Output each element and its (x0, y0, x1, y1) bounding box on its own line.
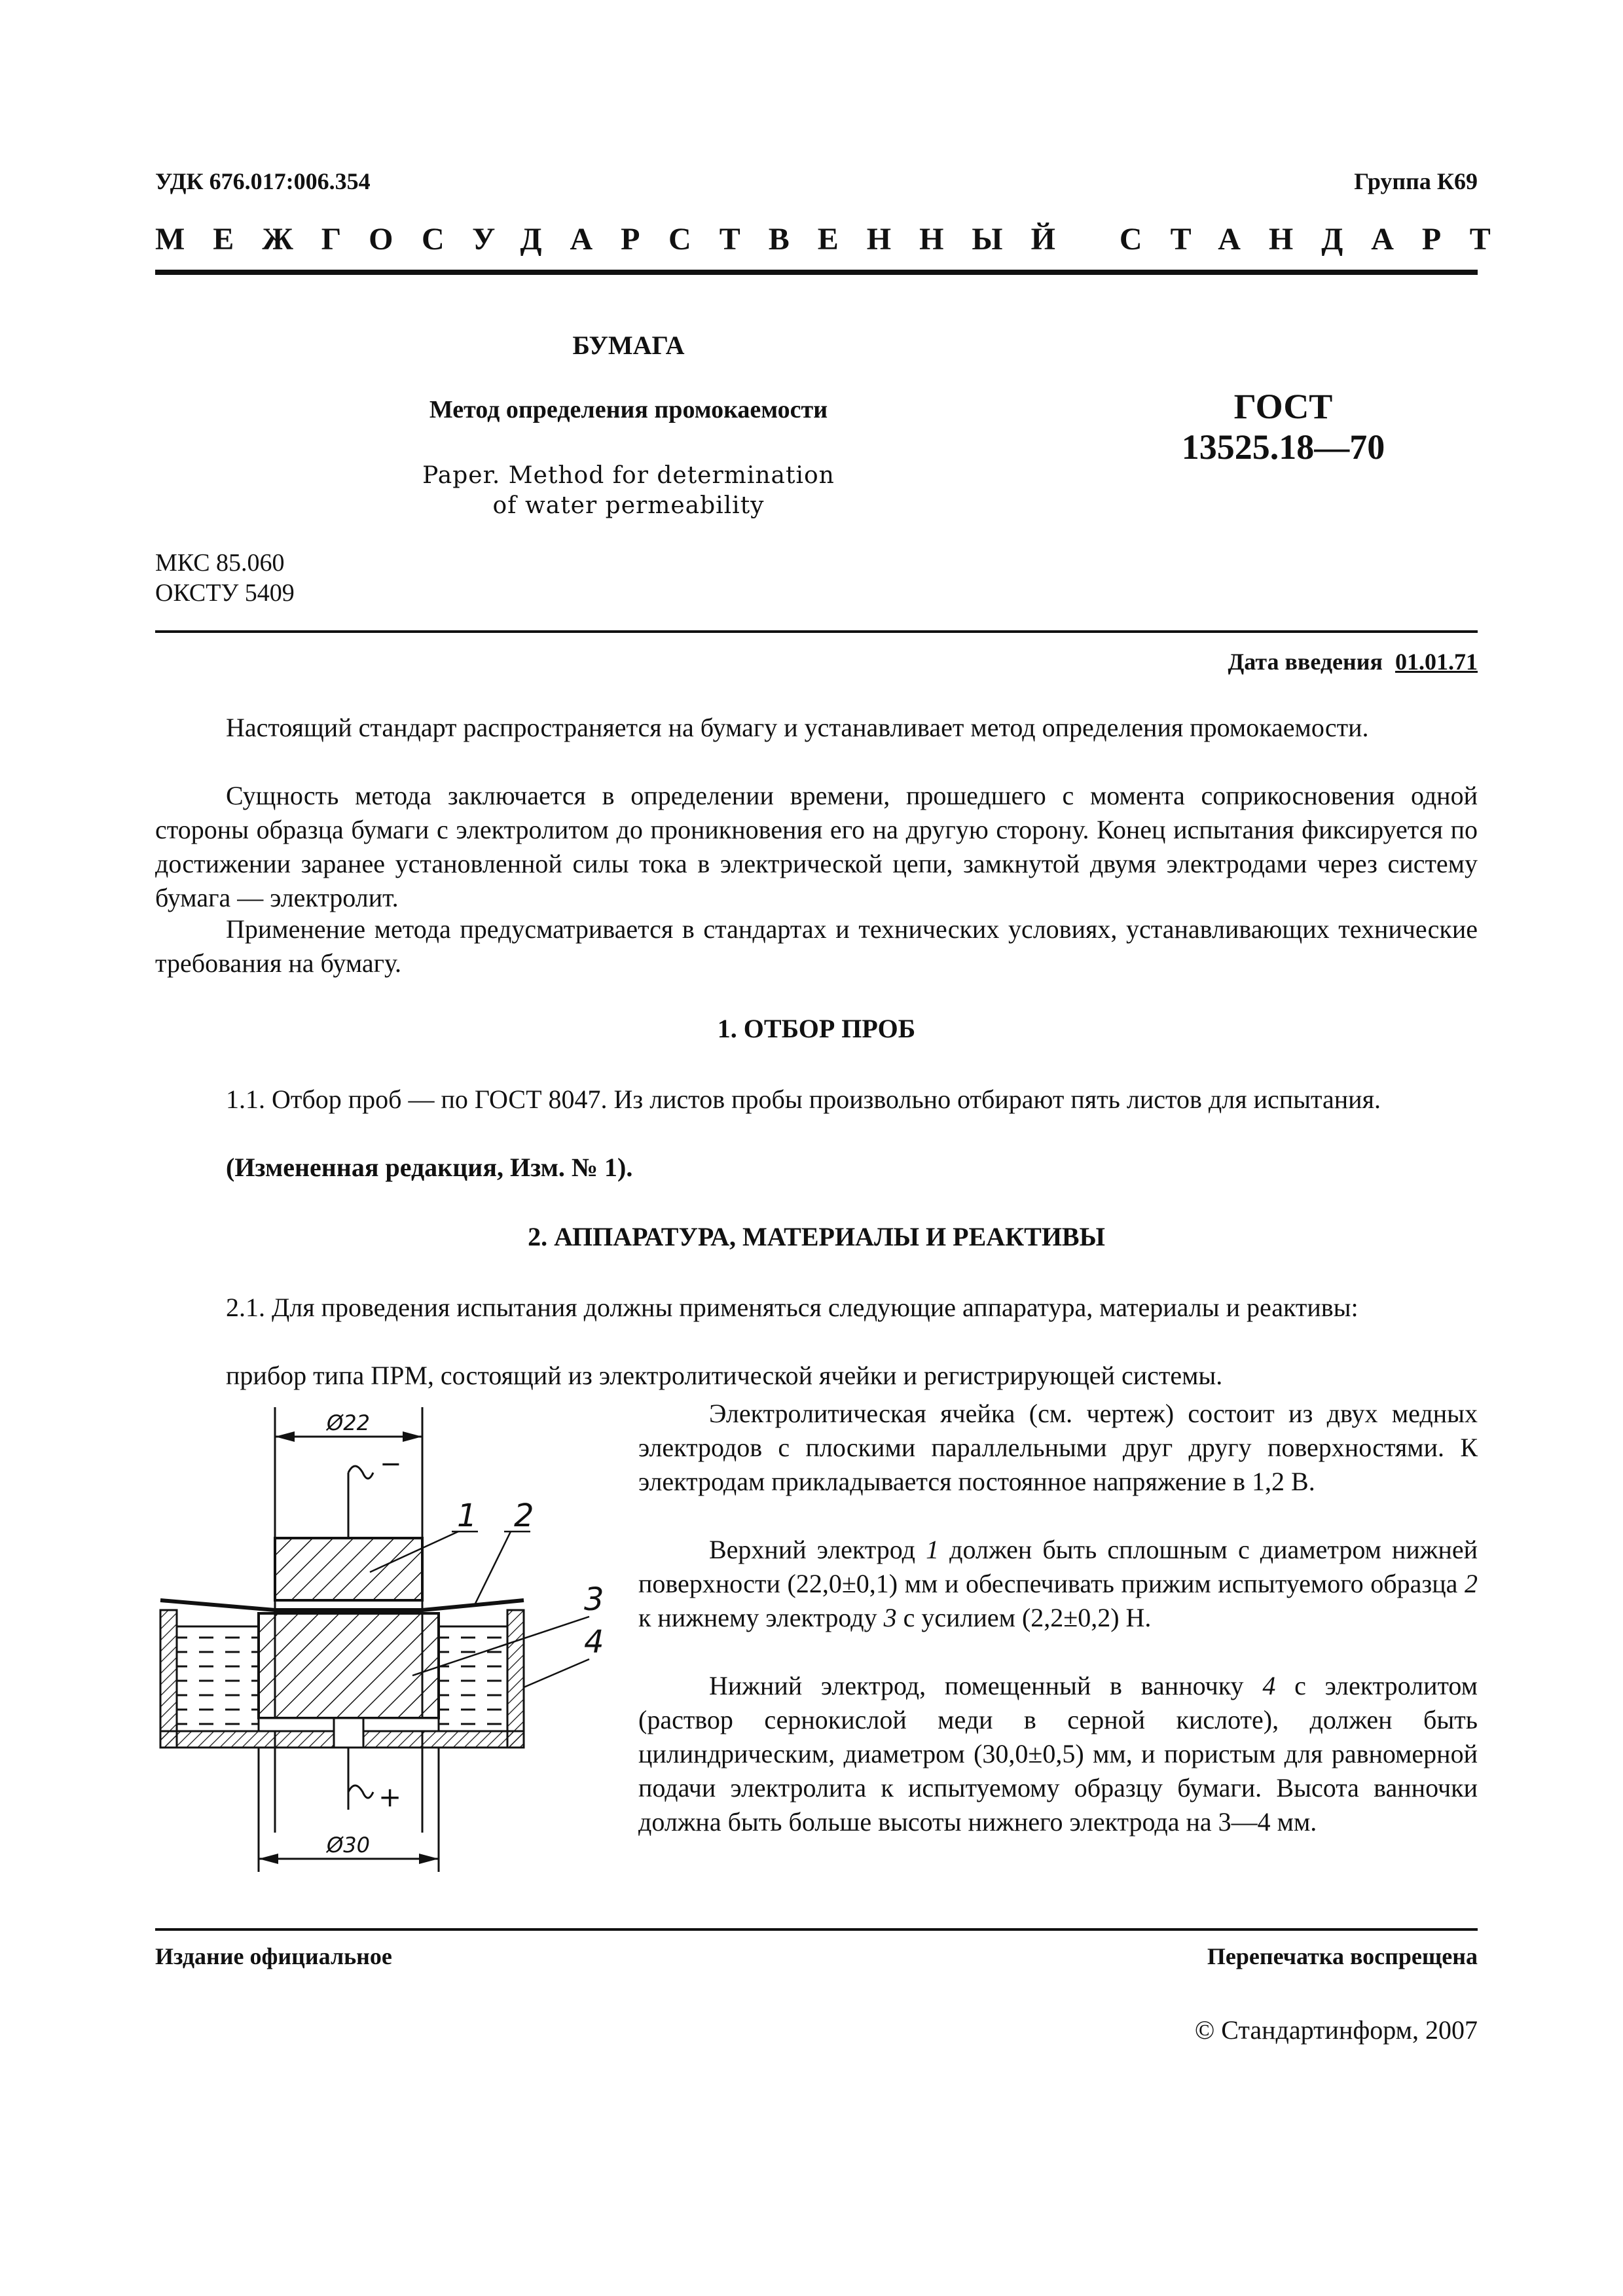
banner-title: МЕЖГОСУДАРСТВЕННЫЙ СТАНДАРТ (155, 222, 1519, 257)
p4-text-a: Верхний электрод (709, 1535, 926, 1564)
p5-ref-4: 4 (1262, 1671, 1276, 1700)
section-1-amendment-note: (Измененная редакция, Изм. № 1). (226, 1153, 633, 1182)
upper-lead (348, 1449, 402, 1538)
plus-sign: + (378, 1781, 402, 1813)
intro-paragraph-2: Сущность метода заключается в определении времени, прошедшего с момента соприкосновения одной стороны образца бумаги с электролитом до проникновения его на другую сторону. Конец испытания фиксируется по достижении заранее установленной силы тока в электрической цепи, замкнутой двумя электродами через систему бумага — электролит. (155, 781, 1478, 912)
lower-lead (348, 1748, 401, 1813)
section-1-paragraph: 1.1. Отбор проб — по ГОСТ 8047. Из листов пробы произвольно отбирают пять листов для испытания. (226, 1085, 1381, 1114)
p4-text-c: к нижнему электроду (638, 1603, 884, 1632)
footer-copyright: © Стандартинформ, 2007 (1194, 2015, 1478, 2045)
footer-reprint-prohibited: Перепечатка воспрещена (1207, 1943, 1478, 1969)
callout-2: 2 (514, 1498, 534, 1534)
lower-electrode (259, 1613, 439, 1718)
top-dimension-label: Ø22 (327, 1410, 370, 1435)
p5-text-a: Нижний электрод, помещенный в ванночку (709, 1671, 1263, 1700)
callout-1: 1 (457, 1498, 477, 1534)
document-title: БУМАГА (572, 331, 685, 360)
p4-text-d: с усилием (2,2±0,2) Н. (896, 1603, 1152, 1632)
p4-ref-1: 1 (926, 1535, 939, 1564)
callout-3: 3 (584, 1581, 604, 1618)
udk-code: УДК 676.017:006.354 (155, 168, 371, 194)
bottom-dimension-label: Ø30 (327, 1833, 370, 1857)
minus-sign: − (380, 1449, 402, 1479)
electrolytic-cell-drawing (144, 1401, 642, 1885)
mks-code: МКС 85.060 (155, 549, 285, 577)
callout-4: 4 (584, 1624, 604, 1660)
english-title-line1: Paper. Method for determination (422, 462, 835, 489)
gost-label: ГОСТ (1233, 387, 1333, 426)
p5-text-b: с электролитом (раствор сернокислой меди в серной кислоте), должен быть цилиндрическим, диаметром (30,0±0,5) мм, и пористым для равномерной подачи электролита к испытуемому образцу бумаги. Высота ванночки должна быть больше высоты нижнего электрода на 3—4 мм. (638, 1671, 1478, 1837)
group-code: Группа К69 (1354, 168, 1478, 194)
document-subtitle: Метод определения промокаемости (429, 396, 828, 423)
header-thick-rule (155, 270, 1478, 275)
intro-paragraph-3: Применение метода предусматривается в стандартах и технических условиях, устанавливающих технические требования на бумагу. (155, 914, 1478, 978)
section-2-paragraph-3: Электролитическая ячейка (см. чертеж) состоит из двух медных электродов с плоскими параллельными друг другу поверхностями. К электродам прикладывается постоянное напряжение в 1,2 В. (638, 1399, 1478, 1496)
title-block-rule (155, 630, 1478, 633)
section-2-paragraph-5 (638, 1669, 1478, 1839)
footer-rule (155, 1928, 1478, 1931)
p4-text-b: должен быть сплошным с диаметром нижней поверхности (22,0±0,1) мм и обеспечивать прижим испытуемого образца (638, 1535, 1478, 1598)
intro-date (1228, 648, 1478, 675)
section-2-title: 2. АППАРАТУРА, МАТЕРИАЛЫ И РЕАКТИВЫ (528, 1222, 1105, 1251)
section-2-paragraph-4 (638, 1533, 1478, 1635)
gost-number: 13525.18—70 (1181, 427, 1385, 467)
english-title-line2: of water permeability (492, 492, 765, 519)
section-2-paragraph-2: прибор типа ПРМ, состоящий из электролитической ячейки и регистрирующей системы. (226, 1361, 1223, 1390)
okstu-code: ОКСТУ 5409 (155, 579, 295, 607)
paper-sample (160, 1600, 524, 1610)
footer-official-edition: Издание официальное (155, 1943, 392, 1969)
section-1-title: 1. ОТБОР ПРОБ (717, 1014, 916, 1043)
p4-ref-3: 3 (883, 1603, 897, 1632)
p4-ref-2: 2 (1465, 1569, 1478, 1598)
intro-date-label: Дата введения (1228, 649, 1383, 675)
upper-electrode (275, 1538, 422, 1600)
intro-paragraph-1: Настоящий стандарт распространяется на бумагу и устанавливает метод определения промокаемости. (226, 713, 1369, 742)
section-2-paragraph-1: 2.1. Для проведения испытания должны применяться следующие аппаратура, материалы и реактивы: (226, 1293, 1359, 1322)
intro-date-value: 01.01.71 (1395, 649, 1478, 675)
